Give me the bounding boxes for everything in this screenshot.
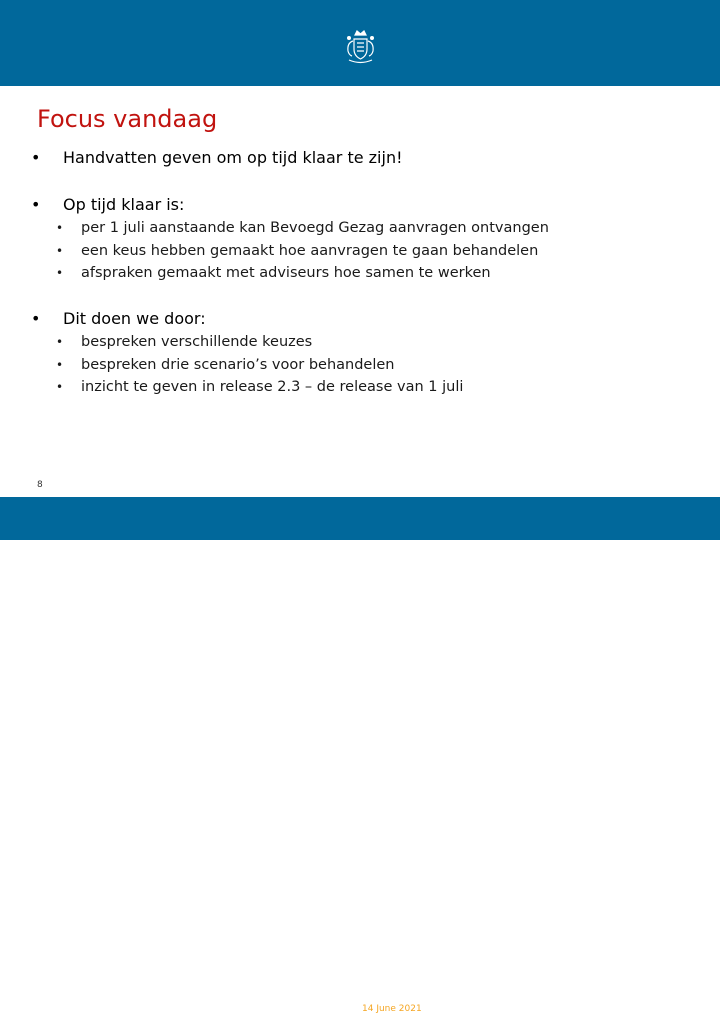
bullet-item: [31, 148, 403, 167]
bullet-text: Op tijd klaar is:: [63, 195, 185, 214]
sub-bullet-dot: •: [56, 335, 64, 349]
sub-bullet-item: [56, 379, 463, 395]
sub-bullet-dot: •: [56, 244, 64, 258]
slide-title: Focus vandaag: [37, 105, 218, 133]
sub-bullet-dot: •: [56, 266, 64, 280]
sub-bullet-text: bespreken drie scenario’s voor behandelen: [81, 357, 395, 373]
sub-bullet-item: [56, 220, 549, 236]
sub-bullet-text: bespreken verschillende keuzes: [81, 334, 313, 350]
header-bar: [0, 0, 720, 86]
sub-bullet-item: [56, 265, 491, 281]
sub-bullet-item: [56, 334, 312, 350]
sub-bullet-item: [56, 243, 538, 259]
bullet-dot: •: [31, 195, 41, 214]
bullet-dot: •: [31, 148, 41, 167]
sub-bullet-dot: •: [56, 358, 64, 372]
sub-bullet-text: afspraken gemaakt met adviseurs hoe samen te werken: [81, 265, 491, 281]
sub-bullet-item: [56, 357, 394, 373]
sub-bullet-text: een keus hebben gemaakt hoe aanvragen te gaan behandelen: [81, 243, 539, 259]
sub-bullet-text: per 1 juli aanstaande kan Bevoegd Gezag aanvragen ontvangen: [81, 220, 549, 236]
sub-bullet-dot: •: [56, 380, 64, 394]
footer-date: 14 June 2021: [362, 1004, 422, 1014]
page-number: 8: [37, 480, 43, 490]
bullet-text: Dit doen we door:: [63, 309, 206, 328]
bullet-item: [31, 309, 206, 328]
sub-bullet-dot: •: [56, 221, 64, 235]
sub-bullet-text: inzicht te geven in release 2.3 – de release van 1 juli: [81, 379, 464, 395]
dutch-coat-of-arms-icon: [343, 29, 378, 66]
footer-bar: [0, 497, 720, 1014]
bullet-text: Handvatten geven om op tijd klaar te zijn!: [63, 148, 403, 167]
bullet-item: [31, 195, 184, 214]
bullet-dot: •: [31, 309, 41, 328]
